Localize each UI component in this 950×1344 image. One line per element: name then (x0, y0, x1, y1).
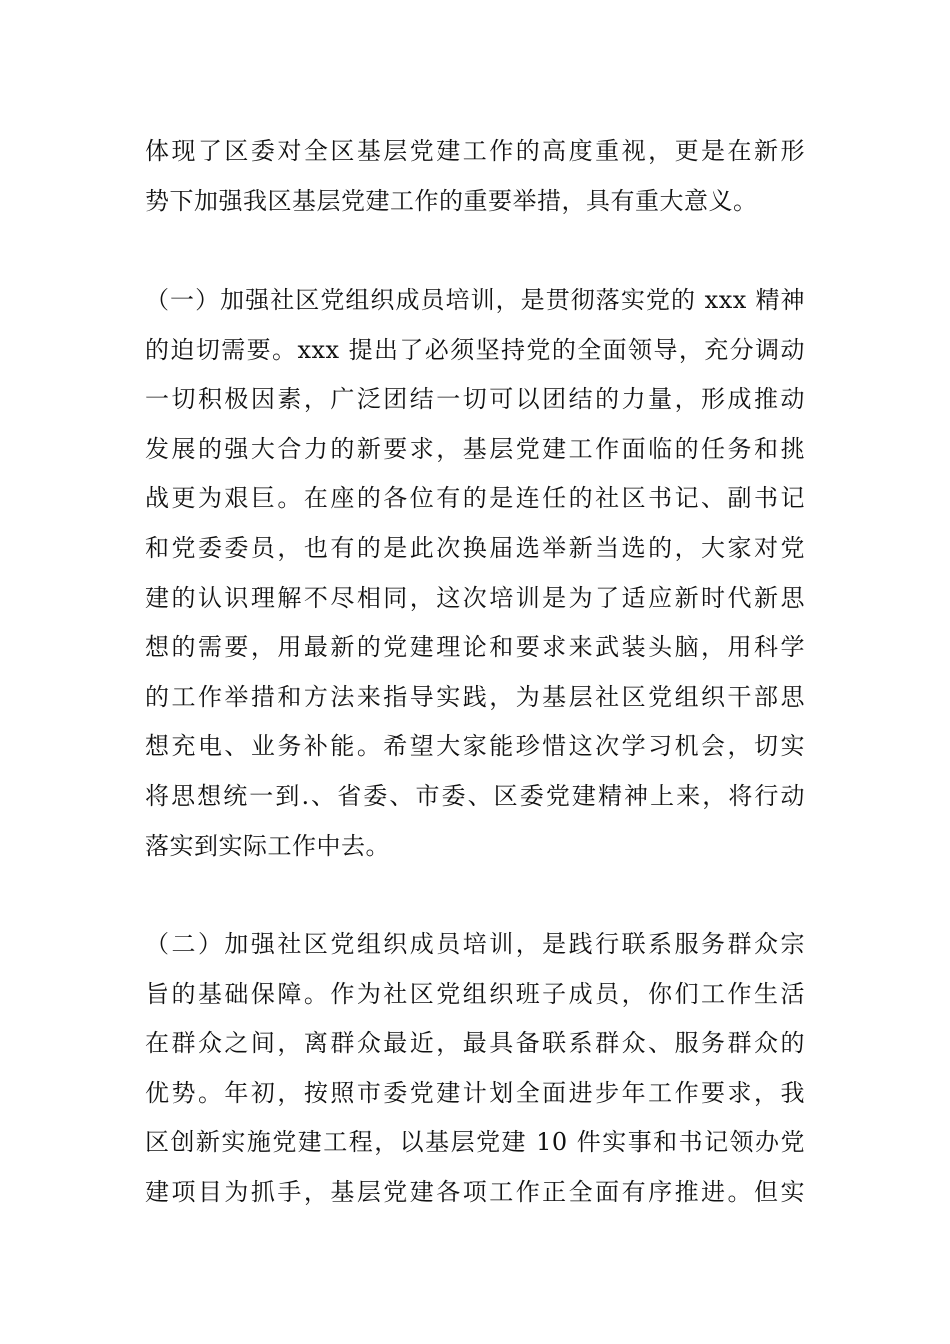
text-line: 和党委委员，也有的是此次换届选举新当选的，大家对党 (145, 533, 805, 562)
text-line: 在群众之间，离群众最近，最具备联系群众、服务群众的 (145, 1029, 805, 1058)
text-line: （一）加强社区党组织成员培训，是贯彻落实党的 xxx 精神 (145, 286, 805, 314)
text-line: 体现了区委对全区基层党建工作的高度重视，更是在新形 (145, 137, 805, 165)
paragraph-intro (145, 127, 805, 226)
text-line: 将思想统一到.、省委、市委、区委党建精神上来，将行动 (145, 781, 805, 810)
text-line: 想的需要，用最新的党建理论和要求来武装头脑，用科学 (145, 633, 805, 662)
text-line: 优势。年初，按照市委党建计划全面进步年工作要求，我 (145, 1078, 805, 1107)
text-line: 落实到实际工作中去。 (145, 831, 390, 860)
text-line: 区创新实施党建工程，以基层党建 10 件实事和书记领办党 (145, 1128, 805, 1157)
text-line: 建项目为抓手，基层党建各项工作正全面有序推进。但实 (145, 1177, 805, 1206)
paragraph-section-one (145, 276, 805, 871)
text-line: 势下加强我区基层党建工作的重要举措，具有重大意义。 (145, 186, 758, 215)
text-line: 一切积极因素，广泛团结一切可以团结的力量，形成推动 (145, 385, 805, 414)
paragraph-section-two (145, 920, 805, 1218)
text-line: 旨的基础保障。作为社区党组织班子成员，你们工作生活 (145, 979, 805, 1008)
text-line: 发展的强大合力的新要求，基层党建工作面临的任务和挑 (145, 434, 805, 463)
text-line: 建的认识理解不尽相同，这次培训是为了适应新时代新思 (145, 583, 805, 612)
text-line: 的工作举措和方法来指导实践，为基层社区党组织干部思 (145, 682, 805, 711)
text-line: （二）加强社区党组织成员培训，是践行联系服务群众宗 (145, 930, 805, 958)
text-line: 的迫切需要。xxx 提出了必须坚持党的全面领导，充分调动 (145, 335, 805, 364)
text-line: 战更为艰巨。在座的各位有的是连任的社区书记、副书记 (145, 484, 805, 513)
text-line: 想充电、业务补能。希望大家能珍惜这次学习机会，切实 (145, 732, 805, 761)
